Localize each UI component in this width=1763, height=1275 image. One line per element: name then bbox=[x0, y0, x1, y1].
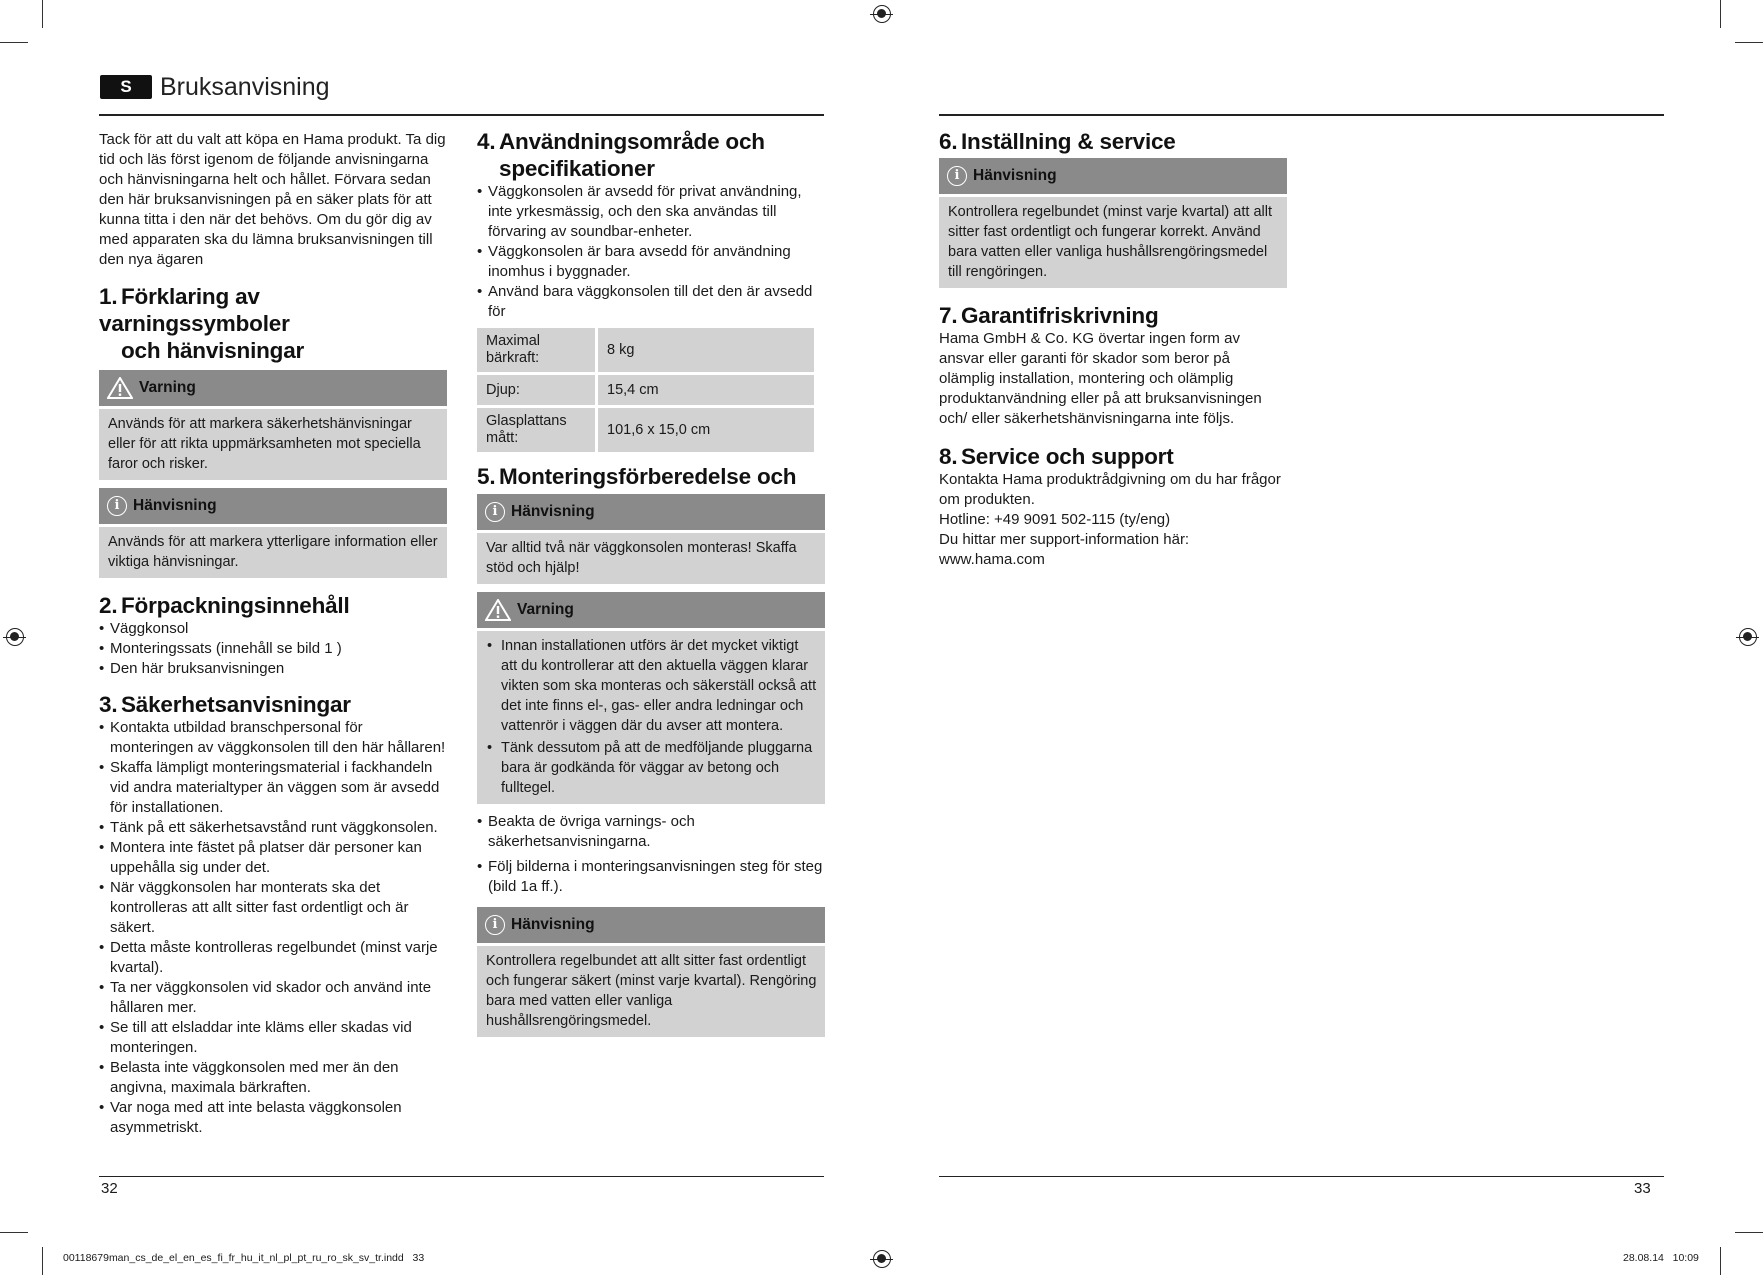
crop-mark bbox=[1735, 42, 1763, 43]
intro-text: Tack för att du valt att köpa en Hama produkt. Ta dig tid och läs först igenom de följande anvisningarna och hänvisningarna helt och hållet. Förvara sedan den här bruksanvisningen på en säker plats för att kunna titta i den när det behövs. Om du gör dig av med apparaten ska du lämna bruksanvisningen till den nya ägaren bbox=[99, 131, 446, 268]
list-item: • Innan installationen utförs är det mycket viktigt att du kontrollerar att den aktuella väggen klarar vikten som ska monteras och säkerställ också att det inte finns el-, gas- eller andra ledningar och vattenrör i väggen där du avser att montera. bbox=[487, 636, 817, 736]
section-3-heading: 3. Säkerhetsanvisningar bbox=[99, 692, 351, 717]
crop-mark bbox=[42, 1247, 43, 1275]
warning-box bbox=[99, 370, 447, 480]
package-contents-list bbox=[99, 619, 447, 679]
support-info-text: Du hittar mer support-information här: bbox=[939, 531, 1190, 548]
list-item: • Skaffa lämpligt monteringsmaterial i fackhandeln vid andra materialtyper än väggen som är avsedd för installationen. bbox=[99, 758, 447, 818]
usage-list bbox=[477, 182, 825, 322]
list-item: • Ta ner väggkonsolen vid skador och använd inte hållaren mer. bbox=[99, 978, 447, 1018]
footer-rule bbox=[939, 1176, 1664, 1177]
crop-mark bbox=[0, 42, 28, 43]
file-slug: 00118679man_cs_de_el_en_es_fi_fr_hu_it_nl_pl_pt_ru_ro_sk_sv_tr.indd 33 bbox=[63, 1252, 425, 1264]
section-5-heading: 5. Monteringsförberedelse och bbox=[477, 464, 797, 489]
warning-list bbox=[487, 636, 817, 798]
section-4-heading: 4. Användningsområde och specifikationer bbox=[477, 129, 765, 181]
section-6-heading: 6. Inställning & service bbox=[939, 129, 1176, 154]
list-item: • Detta måste kontrolleras regelbundet (minst varje kvartal). bbox=[99, 938, 447, 978]
list-item: • När väggkonsolen har monterats ska det kontrolleras att allt sitter fast ordentligt och är säkert. bbox=[99, 878, 447, 938]
header-rule bbox=[939, 114, 1664, 116]
preparation-list bbox=[477, 812, 825, 897]
page-number-right: 33 bbox=[1634, 1180, 1651, 1197]
note-box bbox=[477, 907, 825, 1037]
list-item: • Den här bruksanvisningen bbox=[99, 659, 447, 679]
note-label: Hänvisning bbox=[511, 503, 595, 520]
warning-triangle-icon bbox=[107, 377, 133, 399]
info-icon: i bbox=[107, 496, 127, 516]
list-item: • Montera inte fästet på platser där personer kan uppehålla sig under det. bbox=[99, 838, 447, 878]
table-row bbox=[477, 408, 814, 452]
info-icon: i bbox=[485, 502, 505, 522]
note-box bbox=[99, 488, 447, 578]
list-item: • Kontakta utbildad branschpersonal för monteringen av väggkonsolen till den här hållaren! bbox=[99, 718, 447, 758]
registration-mark-icon bbox=[6, 628, 24, 646]
hotline-text: Hotline: +49 9091 502-115 (ty/eng) bbox=[939, 511, 1171, 528]
date-slug: 28.08.14 10:09 bbox=[1623, 1252, 1699, 1264]
section-8-heading: 8. Service och support bbox=[939, 444, 1174, 469]
spec-value: 101,6 x 15,0 cm bbox=[598, 408, 814, 452]
note-label: Hänvisning bbox=[133, 497, 217, 514]
crop-mark bbox=[42, 0, 43, 28]
list-item: • Tänk dessutom på att de medföljande pluggarna bara är godkända för väggar av betong och fulltegel. bbox=[487, 738, 817, 798]
note-text: Kontrollera regelbundet (minst varje kvartal) att allt sitter fast ordentligt och fungerar korrekt. Använd bara vatten eller vanliga hushållsrengöringsmedel till rengöringen. bbox=[939, 197, 1287, 288]
warning-triangle-icon bbox=[485, 599, 511, 621]
spec-value: 15,4 cm bbox=[598, 375, 814, 405]
section-7-heading: 7. Garantifriskrivning bbox=[939, 303, 1159, 328]
note-text: Kontrollera regelbundet att allt sitter fast ordentligt och fungerar säkert (minst varje kvartal). Rengöring bara med vatten eller vanliga hushållsrengöringsmedel. bbox=[477, 946, 825, 1037]
note-text: Var alltid två när väggkonsolen monteras! Skaffa stöd och hjälp! bbox=[477, 533, 825, 584]
warning-text: Används för att markera säkerhetshänvisningar eller för att rikta uppmärksamheten mot speciella faror och risker. bbox=[99, 409, 447, 480]
note-box bbox=[477, 494, 825, 584]
registration-mark-icon bbox=[873, 5, 891, 23]
list-item: • Väggkonsolen är bara avsedd för användning inomhus i byggnader. bbox=[477, 242, 825, 282]
warning-label: Varning bbox=[517, 601, 574, 618]
table-row bbox=[477, 328, 814, 372]
spec-label: Djup: bbox=[477, 375, 595, 405]
header-rule bbox=[99, 114, 824, 116]
list-item: • Använd bara väggkonsolen till det den är avsedd för bbox=[477, 282, 825, 322]
list-item: • Följ bilderna i monteringsanvisningen steg för steg (bild 1a ff.). bbox=[477, 857, 825, 897]
crop-mark bbox=[1735, 1232, 1763, 1233]
website-link[interactable]: www.hama.com bbox=[939, 551, 1045, 568]
crop-mark bbox=[1720, 1247, 1721, 1275]
warning-label: Varning bbox=[139, 379, 196, 396]
list-item: • Var noga med att inte belasta väggkonsolen asymmetriskt. bbox=[99, 1098, 447, 1138]
info-icon: i bbox=[485, 915, 505, 935]
language-badge: S bbox=[100, 75, 152, 99]
registration-mark-icon bbox=[1739, 628, 1757, 646]
list-item: • Tänk på ett säkerhetsavstånd runt väggkonsolen. bbox=[99, 818, 447, 838]
section-1-heading: 1. Förklaring av varningssymboler och hänvisningar bbox=[99, 284, 305, 363]
footer-rule bbox=[99, 1176, 824, 1177]
info-icon: i bbox=[947, 166, 967, 186]
spec-label: Glasplattans mått: bbox=[477, 408, 595, 452]
warning-box bbox=[477, 592, 825, 804]
note-box bbox=[939, 158, 1287, 288]
column-3 bbox=[939, 128, 1287, 570]
safety-list bbox=[99, 718, 447, 1138]
table-row bbox=[477, 375, 814, 405]
list-item: • Väggkonsol bbox=[99, 619, 447, 639]
note-label: Hänvisning bbox=[973, 167, 1057, 184]
crop-mark bbox=[0, 1232, 28, 1233]
list-item: • Se till att elsladdar inte kläms eller skadas vid monteringen. bbox=[99, 1018, 447, 1058]
section-2-heading: 2. Förpackningsinnehåll bbox=[99, 593, 350, 618]
note-label: Hänvisning bbox=[511, 916, 595, 933]
specifications-table bbox=[474, 325, 817, 455]
warranty-text: Hama GmbH & Co. KG övertar ingen form av ansvar eller garanti för skador som beror på olämplig installation, montering och olämplig produktanvändning eller på att bruksanvisningen och/ eller säkerhetshänvisningarna inte följs. bbox=[939, 330, 1262, 427]
registration-mark-icon bbox=[873, 1250, 891, 1268]
page-title: Bruksanvisning bbox=[160, 73, 330, 101]
spec-label: Maximal bärkraft: bbox=[477, 328, 595, 372]
column-1 bbox=[99, 130, 447, 1138]
support-text: Kontakta Hama produktrådgivning om du har frågor om produkten. bbox=[939, 471, 1281, 508]
list-item: • Monteringssats (innehåll se bild 1 ) bbox=[99, 639, 447, 659]
spec-value: 8 kg bbox=[598, 328, 814, 372]
crop-mark bbox=[1720, 0, 1721, 28]
list-item: • Belasta inte väggkonsolen med mer än den angivna, maximala bärkraften. bbox=[99, 1058, 447, 1098]
page-number-left: 32 bbox=[101, 1180, 118, 1197]
list-item: • Beakta de övriga varnings- och säkerhetsanvisningarna. bbox=[477, 812, 825, 852]
column-2 bbox=[477, 128, 825, 1037]
list-item: • Väggkonsolen är avsedd för privat användning, inte yrkesmässig, och den ska användas till förvaring av soundbar-enheter. bbox=[477, 182, 825, 242]
note-text: Används för att markera ytterligare information eller viktiga hänvisningar. bbox=[99, 527, 447, 578]
